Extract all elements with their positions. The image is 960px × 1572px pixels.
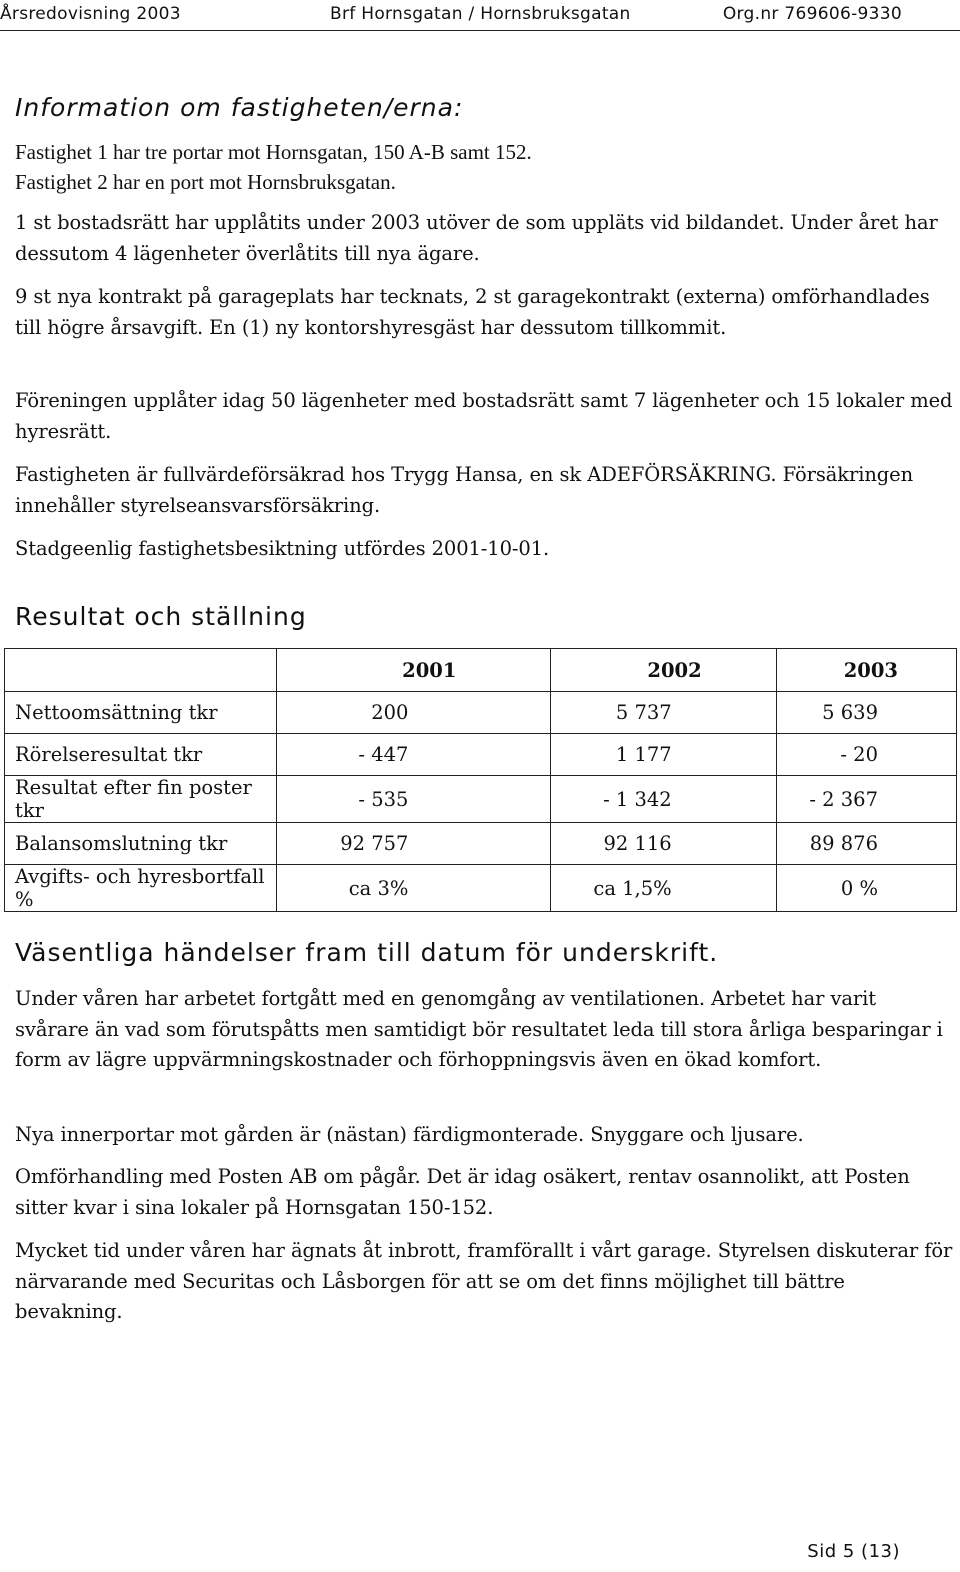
- table-header-empty: [5, 649, 277, 692]
- table-header-row: [5, 649, 957, 692]
- header-report-title: Årsredovisning 2003: [0, 4, 181, 24]
- table-cell: 92 116: [551, 823, 776, 865]
- info-paragraph: Fastigheten är fullvärdeförsäkrad hos Trygg Hansa, en sk ADEFÖRSÄKRING. Försäkringen innehåller styrelseansvarsförsäkring.: [15, 463, 914, 517]
- info-paragraph: 9 st nya kontrakt på garageplats har tecknats, 2 st garagekontrakt (externa) omförhandlades till högre årsavgift. En (1) ny kontorshyresgäst har dessutom tillkommit.: [15, 285, 930, 339]
- events-paragraph: Nya innerportar mot gården är (nästan) färdigmonterade. Snyggare och ljusare.: [15, 1123, 804, 1146]
- table-cell: 5 737: [551, 692, 776, 734]
- page-header: [0, 0, 960, 31]
- row-label: Resultat efter fin poster tkr: [5, 776, 277, 823]
- page-number: Sid 5 (13): [807, 1541, 900, 1562]
- info-paragraph: Fastighet 1 har tre portar mot Hornsgatan, 150 A-B samt 152.: [15, 140, 532, 164]
- results-table: [4, 648, 957, 912]
- table-row: [5, 734, 957, 776]
- row-label: Balansomslutning tkr: [5, 823, 277, 865]
- table-cell: 89 876: [776, 823, 956, 865]
- events-paragraph: Omförhandling med Posten AB om pågår. Det är idag osäkert, rentav osannolikt, att Posten sitter kvar i sina lokaler på Hornsgatan 150-152.: [15, 1165, 910, 1219]
- row-label: Avgifts- och hyresbortfall %: [5, 865, 277, 912]
- table-cell: - 20: [776, 734, 956, 776]
- results-heading: Resultat och ställning: [15, 602, 307, 631]
- table-cell: - 2 367: [776, 776, 956, 823]
- table-cell: 5 639: [776, 692, 956, 734]
- table-row: [5, 776, 957, 823]
- table-cell: ca 1,5%: [551, 865, 776, 912]
- table-row: [5, 865, 957, 912]
- table-cell: 1 177: [551, 734, 776, 776]
- row-label: Rörelseresultat tkr: [5, 734, 277, 776]
- info-paragraph: Föreningen upplåter idag 50 lägenheter med bostadsrätt samt 7 lägenheter och 15 lokaler med hyresrätt.: [15, 389, 953, 443]
- info-paragraph: Fastighet 2 har en port mot Hornsbruksgatan.: [15, 170, 396, 194]
- events-paragraph: Mycket tid under våren har ägnats åt inbrott, framförallt i vårt garage. Styrelsen diskuterar för närvarande med Securitas och Låsborgen för att se om det finns möjlighet till bättre bevakning.: [15, 1239, 953, 1323]
- info-heading: Information om fastigheten/erna:: [15, 93, 464, 122]
- table-cell: - 1 342: [551, 776, 776, 823]
- events-heading: Väsentliga händelser fram till datum för underskrift.: [15, 938, 719, 967]
- table-cell: - 535: [276, 776, 551, 823]
- table-cell: 200: [276, 692, 551, 734]
- table-row: [5, 692, 957, 734]
- header-org-number: Org.nr 769606-9330: [722, 4, 902, 24]
- column-header: 2002: [551, 649, 776, 692]
- table-row: [5, 823, 957, 865]
- row-label: Nettoomsättning tkr: [5, 692, 277, 734]
- header-association-name: Brf Hornsgatan / Hornsbruksgatan: [330, 4, 631, 24]
- table-cell: ca 3%: [276, 865, 551, 912]
- info-paragraph: Stadgeenlig fastighetsbesiktning utfördes 2001-10-01.: [15, 537, 550, 560]
- events-paragraph: Under våren har arbetet fortgått med en genomgång av ventilationen. Arbetet har varit svårare än vad som förutspåtts men samtidigt bör resultatet leda till stora årliga besparingar i form av lägre uppvärmningskostnader och förhoppningsvis även en ökad komfort.: [15, 987, 943, 1071]
- info-paragraph: 1 st bostadsrätt har upplåtits under 2003 utöver de som uppläts vid bildandet. Under året har dessutom 4 lägenheter överlåtits till nya ägare.: [15, 211, 938, 265]
- column-header: 2001: [276, 649, 551, 692]
- column-header: 2003: [776, 649, 956, 692]
- table-cell: - 447: [276, 734, 551, 776]
- table-cell: 92 757: [276, 823, 551, 865]
- table-cell: 0 %: [776, 865, 956, 912]
